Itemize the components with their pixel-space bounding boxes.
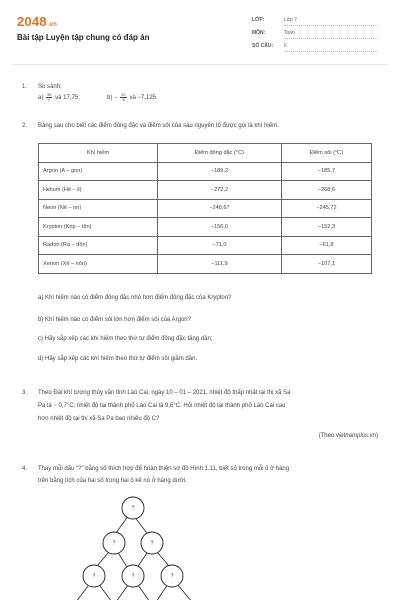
part-a-suffix: và 17,75;: [55, 95, 80, 102]
question-text-line: trên bằng tích của hai số trong hai ô kề nó ở hàng dưới.: [38, 478, 187, 484]
question-text: Bảng sau cho biết các điểm đông đặc và điểm sôi của sáu nguyên tố được gọi là khí hiếm.: [38, 123, 279, 129]
question-text-line: hơn nhiệt độ tại thị xã Sa Pa bao nhiêu độ C?: [38, 416, 160, 422]
question-title: So sánh:: [38, 84, 62, 90]
table-cell: −268,6: [281, 181, 371, 200]
pyramid-node[interactable]: [103, 532, 125, 554]
svg-text:?: ?: [131, 573, 135, 580]
meta-label: MÔN:: [252, 30, 266, 36]
question-number: 4.: [22, 466, 28, 472]
table-cell: Argon (A – gon): [39, 162, 158, 181]
svg-text:?: ?: [131, 505, 135, 512]
question-number: 2.: [22, 123, 28, 129]
table-cell: −248,67: [158, 199, 282, 218]
pyramid-node[interactable]: [141, 532, 163, 554]
meta-label: LỚP:: [252, 17, 265, 23]
table-header: Điểm sôi (°C): [281, 144, 371, 163]
svg-text:?: ?: [112, 540, 116, 547]
meta-label: SỐ CÂU:: [252, 43, 274, 49]
table-cell: Radon (Ra – đôn): [39, 236, 158, 255]
svg-text:?: ?: [150, 540, 154, 547]
pyramid-node[interactable]: [122, 497, 144, 519]
pyramid-node[interactable]: [122, 565, 144, 587]
logo-suffix: .vn: [47, 22, 58, 28]
table-cell: −189,2: [158, 162, 282, 181]
table-cell: Xenon (Xê – nôn): [39, 255, 158, 274]
meta-value: 6: [284, 43, 287, 49]
fraction: $\frac{35}{2}$: [47, 92, 52, 102]
table-header: Khí hiếm: [39, 144, 158, 163]
table-cell: −111,9: [158, 255, 282, 274]
table-cell: Helium (Hê – li): [39, 181, 158, 200]
question-number: 3.: [22, 390, 28, 396]
question-number: 1.: [22, 84, 28, 90]
table-cell: −185,7: [281, 162, 371, 181]
pyramid-node[interactable]: [161, 565, 183, 587]
source-prefix: (Theo: [318, 433, 336, 439]
table-cell: Neon (Nê – on): [39, 199, 158, 218]
table-cell: −156,6: [158, 218, 282, 237]
svg-text:?: ?: [170, 573, 174, 580]
meta-value: Lớp 7: [284, 17, 298, 23]
source-link[interactable]: vietnamplus.vn: [335, 433, 376, 439]
table-cell: −107,1: [281, 255, 371, 274]
fraction: $\frac{57}{8}$: [121, 92, 126, 102]
part-b-suffix: và −7,125.: [129, 95, 158, 102]
table-header: Điểm đông đặc (°C): [158, 144, 282, 163]
svg-text:?: ?: [92, 573, 96, 580]
subquestion-b: b) Khí hiếm nào có điểm sôi lớn hơn điểm sôi của Argon?: [38, 317, 191, 323]
table-cell: −272,2: [158, 181, 282, 200]
question-text-line: Pa là − 0,7°C; nhiệt độ tại thành phố Lào Cai là 9,6°C. Hỏi nhiệt độ tại thành phố Lào Cai cao: [38, 403, 286, 409]
question-text-line: Theo Đài khí tượng thủy văn tỉnh Lào Cai, ngày 10 – 01 – 2021, nhiệt độ thấp nhất tại thị xã Sa: [38, 390, 291, 396]
question-text-line: Thay mỗi dấu "?" bằng số thích hợp để hoàn thiện sơ đồ Hình 1.11, biết số trong mỗi ô ở hàng: [38, 466, 290, 472]
source-suffix: ): [376, 433, 378, 439]
logo-text: 2048: [17, 14, 47, 29]
table-cell: −152,3: [281, 218, 371, 237]
table-cell: −61,8: [281, 236, 371, 255]
subquestion-a: a) Khí hiếm nào có điểm đông đặc nhỏ hơn điểm đông đặc của Krypton?: [38, 295, 232, 301]
part-b-prefix: b) −: [107, 95, 118, 102]
table-cell: −71,0: [158, 236, 282, 255]
table-cell: Krypton (Krip – tôn): [39, 218, 158, 237]
meta-value: Toán: [284, 30, 295, 36]
pyramid-node[interactable]: [83, 565, 105, 587]
table-cell: −245,72: [281, 199, 371, 218]
subquestion-d: d) Hãy sắp xếp các khí hiếm theo thứ tự điểm sôi giảm dần.: [38, 356, 198, 362]
part-a-prefix: a): [38, 95, 44, 102]
subquestion-c: c) Hãy sắp xếp các khí hiếm theo thứ tự điểm đông đặc tăng dần;: [38, 336, 213, 342]
document-title: Bài tập Luyện tập chung có đáp án: [17, 33, 150, 42]
